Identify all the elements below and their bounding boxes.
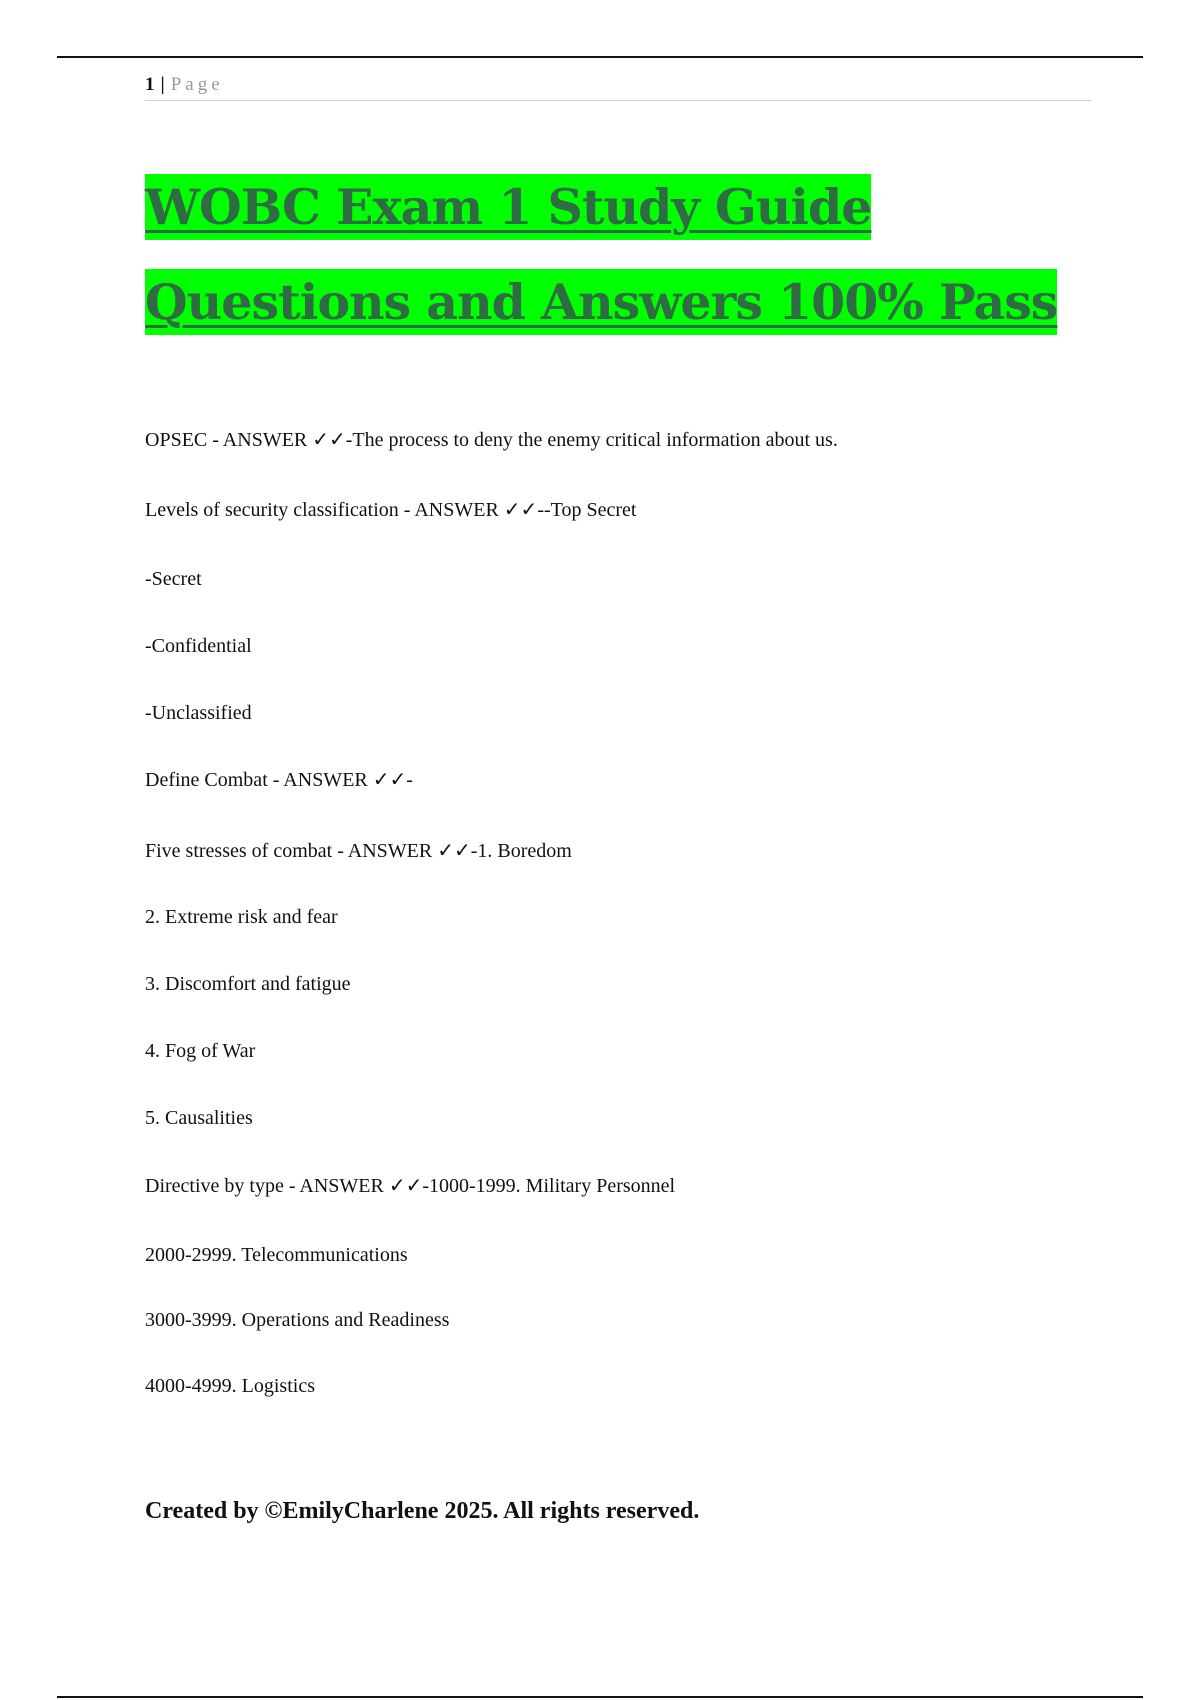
qa-line-opsec: OPSEC - ANSWER ✓✓-The process to deny the enemy critical information about us. bbox=[145, 429, 838, 451]
page-number: 1 bbox=[145, 74, 155, 95]
page-label: Page bbox=[170, 74, 224, 95]
qa-line-telecommunications: 2000-2999. Telecommunications bbox=[145, 1244, 408, 1266]
qa-line-confidential: -Confidential bbox=[145, 635, 252, 657]
qa-line-secret: -Secret bbox=[145, 568, 202, 590]
copyright-notice: Created by ©EmilyCharlene 2025. All rights reserved. bbox=[145, 1498, 700, 1524]
qa-line-extreme-risk: 2. Extreme risk and fear bbox=[145, 906, 338, 928]
qa-line-operations-readiness: 3000-3999. Operations and Readiness bbox=[145, 1309, 450, 1331]
qa-line-classification-levels: Levels of security classification - ANSWER ✓✓--Top Secret bbox=[145, 499, 637, 521]
qa-line-unclassified: -Unclassified bbox=[145, 702, 252, 724]
document-title bbox=[145, 160, 1105, 350]
qa-line-causalities: 5. Causalities bbox=[145, 1107, 253, 1129]
qa-line-define-combat: Define Combat - ANSWER ✓✓- bbox=[145, 769, 413, 791]
page-header bbox=[145, 70, 1091, 101]
qa-line-logistics: 4000-4999. Logistics bbox=[145, 1375, 315, 1397]
qa-line-fog-of-war: 4. Fog of War bbox=[145, 1040, 256, 1062]
page-separator: | bbox=[160, 74, 165, 95]
document-title-text: WOBC Exam 1 Study Guide Questions and Answers 100% Pass bbox=[145, 174, 1057, 335]
qa-line-discomfort: 3. Discomfort and fatigue bbox=[145, 973, 351, 995]
qa-line-stresses-of-combat: Five stresses of combat - ANSWER ✓✓-1. Boredom bbox=[145, 840, 572, 862]
qa-line-directive-by-type: Directive by type - ANSWER ✓✓-1000-1999. Military Personnel bbox=[145, 1175, 676, 1197]
page-top-rule bbox=[57, 56, 1143, 58]
page-bottom-rule bbox=[57, 1696, 1143, 1698]
